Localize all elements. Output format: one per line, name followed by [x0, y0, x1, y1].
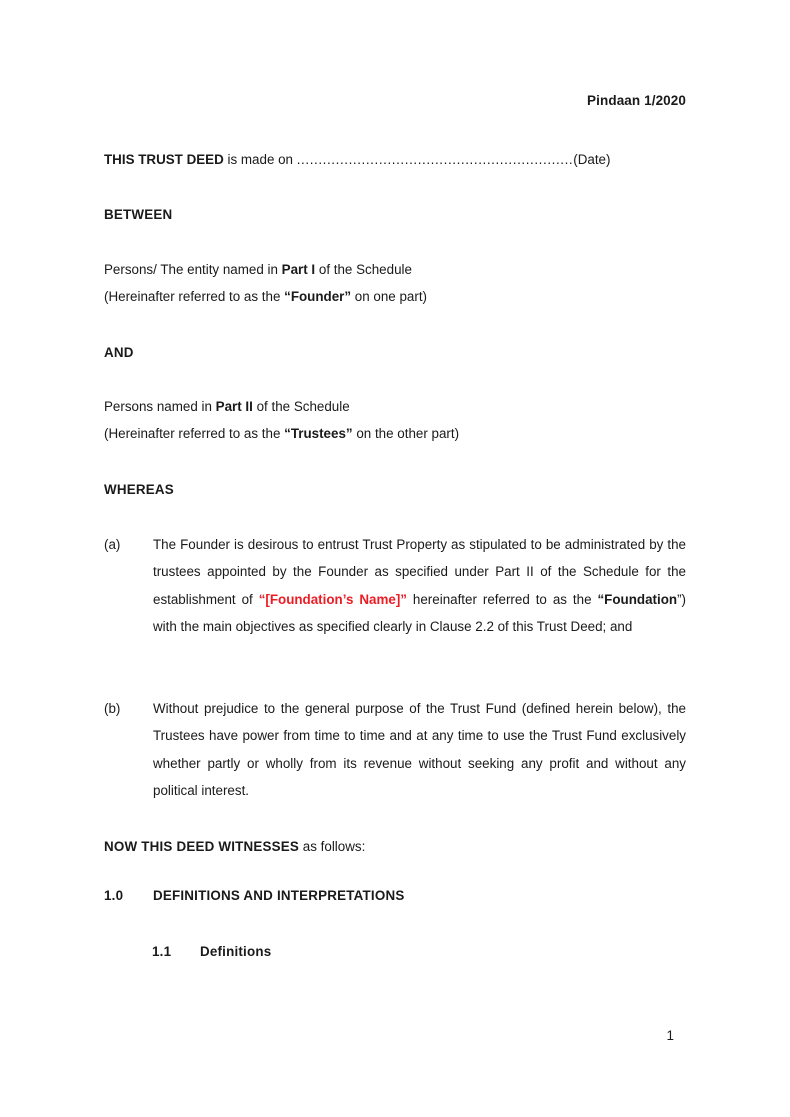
heading-whereas-text: WHEREAS — [104, 482, 174, 497]
between-line1-prefix: Persons/ The entity named in — [104, 262, 282, 277]
and-line1-prefix: Persons named in — [104, 399, 216, 414]
clause-1-0-title: DEFINITIONS AND INTERPRETATIONS — [153, 888, 405, 903]
opening-middle: is made on — [223, 152, 297, 167]
document-header-amendment — [104, 93, 686, 108]
and-line2-suffix: on the other part) — [352, 426, 460, 441]
heading-between-text: BETWEEN — [104, 207, 173, 222]
recital-marker-a: (a) — [104, 537, 121, 552]
clause-1-0 — [104, 888, 686, 903]
founder-defined-term: “Founder” — [284, 289, 352, 304]
between-line2-prefix: (Hereinafter referred to as the — [104, 289, 285, 304]
recital-marker-b: (b) — [104, 701, 121, 716]
foundation-name-placeholder: “[Foundation’s Name]” — [258, 591, 407, 607]
clause-1-1 — [152, 944, 686, 959]
recital-item-b — [104, 695, 686, 805]
header-amendment-text: Pindaan 1/2020 — [587, 93, 686, 108]
recital-a-text-3: ”) with the main objectives as specified clearly in Clause 2.2 of this Trust Deed; and — [153, 591, 686, 635]
and-line1-part-reference: Part II — [215, 399, 253, 414]
clause-1-1-title: Definitions — [200, 944, 272, 959]
and-line2-prefix: (Hereinafter referred to as the — [104, 426, 285, 441]
recital-a-text-2: hereinafter referred to as the — [406, 591, 598, 607]
page-number-text: 1 — [666, 1028, 674, 1043]
deed-witnesses-statement — [104, 833, 686, 860]
foundation-defined-term: “Foundation — [597, 591, 678, 607]
deed-witnesses-tail: as follows: — [299, 839, 366, 854]
opening-statement — [104, 146, 686, 173]
and-party-line-2 — [104, 420, 686, 447]
recital-item-a — [104, 531, 686, 641]
heading-and — [104, 339, 686, 366]
clause-1-0-number: 1.0 — [104, 888, 124, 903]
recital-body-b — [153, 695, 686, 805]
between-line1-part-reference: Part I — [281, 262, 316, 277]
recital-a-text-1: The Founder is desirous to entrust Trust Property as stipulated to be administrated by the trustees appointed by the Founder as specified under Part II of the Schedule for the establishment of — [153, 537, 686, 607]
heading-between — [104, 201, 686, 228]
between-line1-suffix: of the Schedule — [315, 262, 412, 277]
between-party-line-2 — [104, 283, 686, 310]
opening-date-label: (Date) — [573, 152, 611, 167]
between-line2-suffix: on one part) — [351, 289, 428, 304]
date-dotted-leader: ................................................................ — [296, 152, 574, 167]
deed-witnesses-bold-lead: NOW THIS DEED WITNESSES — [104, 839, 300, 854]
clause-1-1-number: 1.1 — [152, 944, 172, 959]
opening-bold-lead: THIS TRUST DEED — [104, 152, 224, 167]
and-line1-suffix: of the Schedule — [252, 399, 350, 414]
between-party-line-1 — [104, 256, 686, 283]
trustees-defined-term: “Trustees” — [284, 426, 353, 441]
recital-b-text-1: Without prejudice to the general purpose of the Trust Fund (defined herein below), the Trustees have power from time to time and at any time to use the Trust Fund exclusively whether partly or wholly from its revenue without seeking any profit and without any political interest. — [153, 701, 686, 799]
and-party-line-1 — [104, 393, 686, 420]
heading-whereas — [104, 476, 686, 503]
heading-and-text: AND — [104, 345, 134, 360]
page-number — [104, 1028, 674, 1043]
recital-body-a — [153, 531, 686, 641]
